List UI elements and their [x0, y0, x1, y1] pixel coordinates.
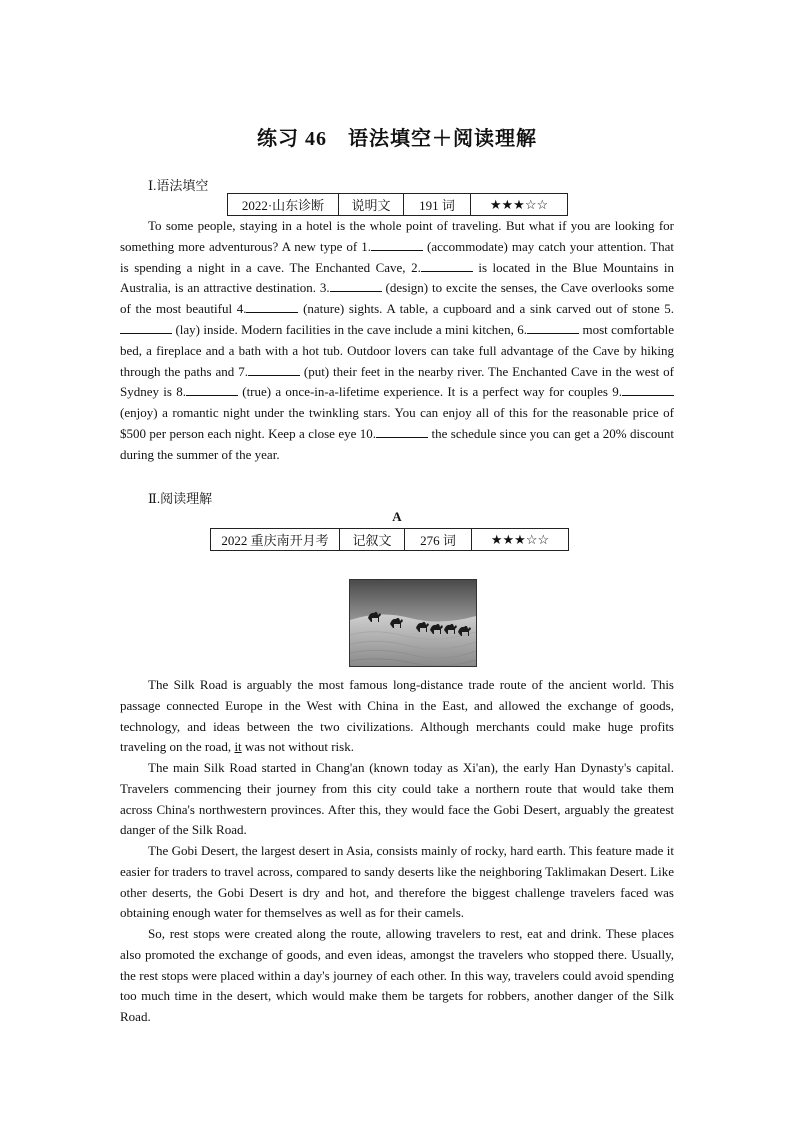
passage-text: (accommodate) may catch your attention. That is spending a night in a cave. The Enchanted Cave, 2.: [120, 238, 674, 275]
page-title: 练习 46 语法填空＋阅读理解: [257, 128, 537, 150]
genre-cell: 记叙文: [340, 529, 405, 551]
reading-paragraph-4: So, rest stops were created along the route, allowing travelers to rest, eat and drink. These places also promoted the exchange of goods, and even ideas, amongst the travelers who stopped there. Usually, the rest stops were placed within a day's journey of each other. In this way, travelers could avoid spending too much time in the desert, which would make them be targets for robbers, another danger of the Silk Road.: [120, 926, 674, 1025]
passage-text: most comfortable bed, a fireplace and a bath with a hot tub. Outdoor lovers can take full advantage of the Cave by hiking through the paths and 7.: [120, 321, 674, 379]
source-cell: 2022 重庆南开月考: [211, 529, 340, 551]
blank-1[interactable]: [371, 238, 423, 251]
genre-cell: 说明文: [339, 194, 404, 216]
blank-4[interactable]: [246, 300, 298, 313]
blank-3[interactable]: [330, 279, 382, 292]
paragraph-text: was not without risk.: [241, 739, 354, 755]
blank-5[interactable]: [120, 321, 172, 334]
camel-caravan-photo: [349, 579, 477, 667]
paragraph-text: The Silk Road is arguably the most famous long-distance trade route of the ancient world. This passage connected Europe in the West with China in the East, and allowed the exchange of goods, technology, and ideas between the two civilizations. Although merchants could make huge profits traveling on the road,: [120, 677, 674, 755]
blank-2[interactable]: [421, 259, 473, 272]
word-count-cell: 191 词: [404, 194, 471, 216]
passage-letter: A: [392, 509, 402, 524]
underlined-word: it: [234, 739, 242, 755]
reading-paragraph-2: The main Silk Road started in Chang'an (known today as Xi'an), the early Han Dynasty's capital. Travelers commencing their journey from this city could take a northern route that would take them across China's northwestern provinces. After this, they would face the Gobi Desert, arguably the greatest danger of the Silk Road.: [120, 760, 674, 838]
blank-7[interactable]: [248, 363, 300, 376]
passage-text: (true) a once-in-a-lifetime experience. It is a perfect way for couples 9.: [237, 384, 622, 400]
section-1-info-table: [227, 193, 568, 216]
difficulty-cell: ★★★☆☆: [471, 194, 568, 216]
passage-text: is located in the Blue Mountains in Australia, is an attractive destination. 3.: [120, 259, 674, 296]
passage-text: (nature) sights. A table, a cupboard and a sink carved out of stone 5.: [298, 301, 674, 317]
passage-text: (enjoy) a romantic night under the twinkling stars. You can enjoy all of this for the reasonable price of $500 per person each night. Keep a close eye 10.: [120, 405, 674, 441]
passage-text: To some people, staying in a hotel is the whole point of traveling. But what if you are looking for something more adventurous? A new type of 1.: [120, 218, 674, 254]
section-1-label: Ⅰ.语法填空: [148, 178, 209, 193]
blank-8[interactable]: [186, 383, 238, 396]
reading-paragraph-3: The Gobi Desert, the largest desert in Asia, consists mainly of rocky, hard earth. This feature made it easier for traders to travel across, compared to sandy deserts like the neighboring Taklimakan Desert. Like other deserts, the Gobi Desert is dry and hot, and therefore the biggest challenge travelers faced was obtaining enough water for themselves as well as for their camels.: [120, 843, 674, 921]
word-count-cell: 276 词: [405, 529, 472, 551]
section-2-info-table: [210, 528, 569, 551]
reading-paragraph-1: [120, 675, 674, 758]
passage-text: (design) to excite the senses, the Cave overlooks some of the most beautiful 4.: [120, 280, 674, 317]
passage-text: (put) their feet in the nearby river. The Enchanted Cave in the west of Sydney is 8.: [120, 363, 674, 400]
passage-text: (lay) inside. Modern facilities in the cave include a mini kitchen, 6.: [172, 321, 528, 337]
section-2-label: Ⅱ.阅读理解: [148, 491, 213, 506]
passage-text: the schedule since you can get a 20% discount during the summer of the year.: [120, 425, 674, 462]
camel-caravan-desert-icon: [350, 580, 476, 666]
blank-9[interactable]: [622, 383, 674, 396]
source-cell: 2022·山东诊断: [228, 194, 339, 216]
blank-6[interactable]: [527, 321, 579, 334]
difficulty-cell: ★★★☆☆: [472, 529, 569, 551]
blank-10[interactable]: [376, 425, 428, 438]
grammar-passage: [120, 216, 674, 466]
